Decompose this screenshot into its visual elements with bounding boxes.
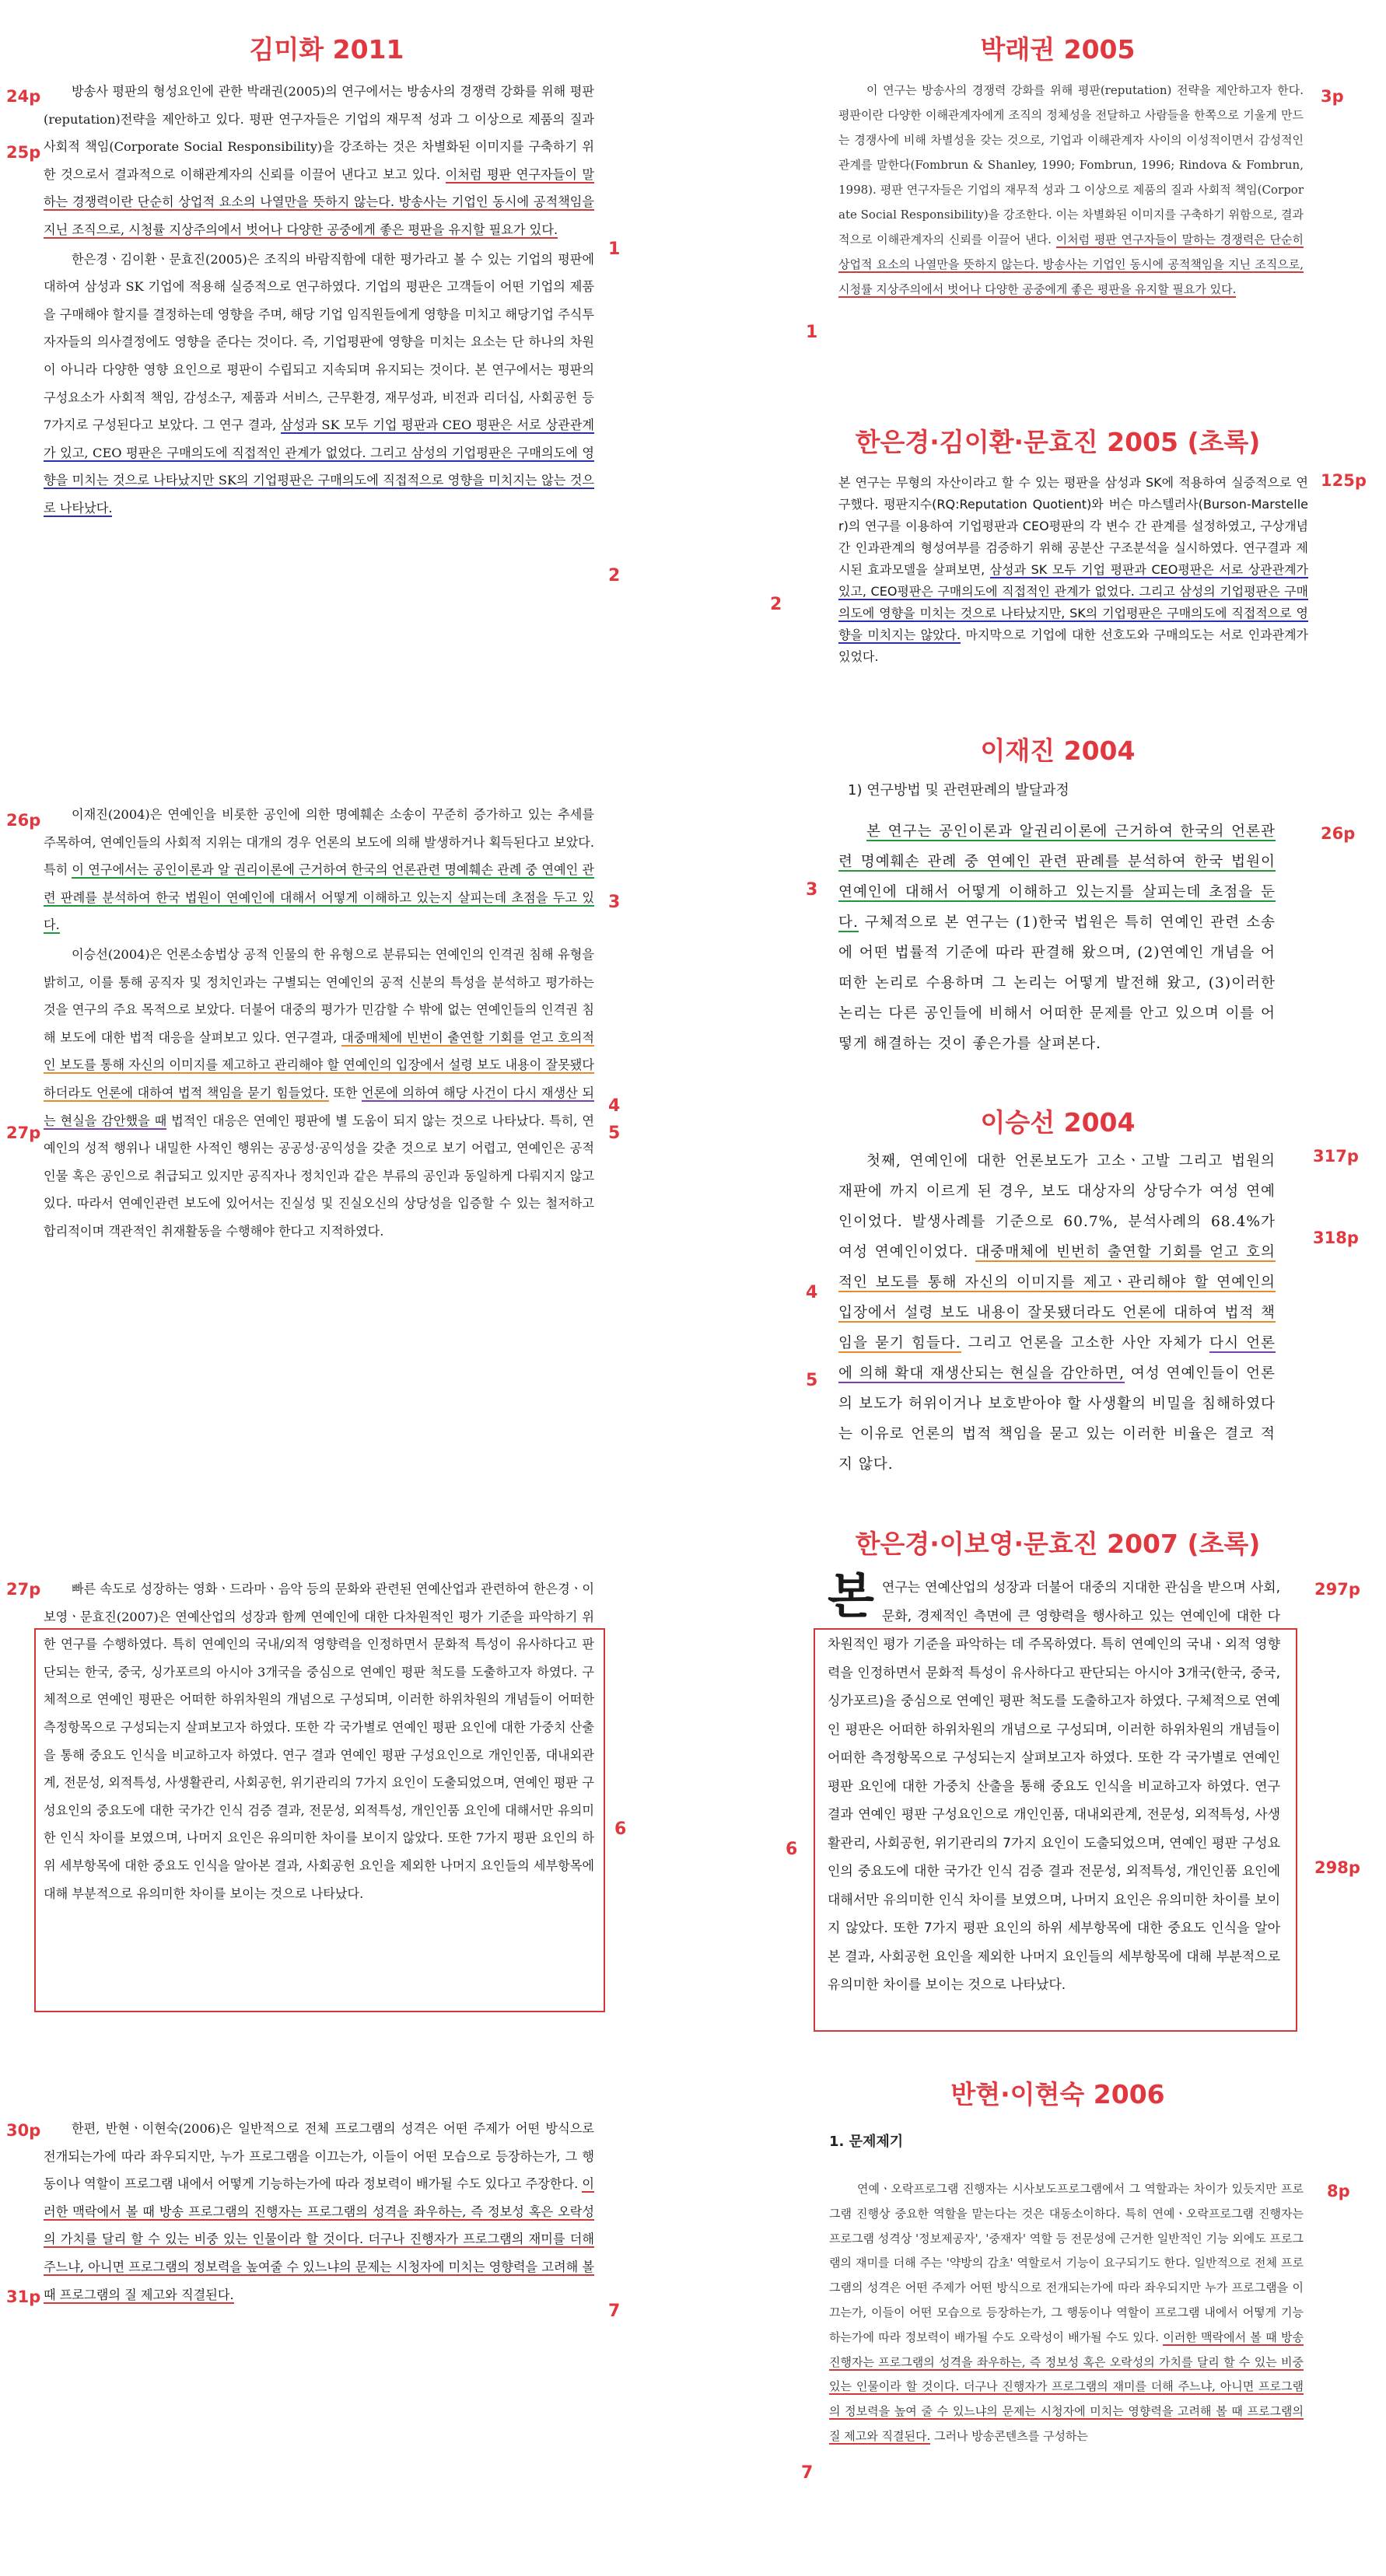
page-ref: 26p [6, 811, 41, 830]
page-ref: 318p [1313, 1229, 1359, 1247]
section-heading: 1) 연구방법 및 관련판례의 발달과정 [848, 782, 1069, 799]
page-ref: 30p [6, 2121, 41, 2140]
page-ref: 31p [6, 2288, 41, 2306]
abstract-han-kim-moon-2005 [838, 472, 1308, 668]
section-heading: 1. 문제제기 [829, 2134, 904, 2150]
underlined-passage: 본 연구는 공인이론과 알권리이론에 근거하여 한국의 언론관련 명예훼손 관례 중 연예인 관련 판례를 분석하여 한국 법원이 연예인에 대해서 어떻게 이해하고 있는지를 살피는데 초점을 둔다. [838, 823, 1276, 931]
page-ref: 27p [6, 1124, 41, 1142]
underlined-passage: 이러한 맥락에서 볼 때 방송진행자는 프로그램의 성격을 좌우하는, 즉 정보성 혹은 오락성의 가치를 달리 할 수 있는 비중 있는 인물이라 할 것이다. 더구나 진행자가 프로그램의 재미를 더해 주느냐, 아니면 프로그램의 정보력을 높여 줄 수 있느냐의 문제는 시청자에 미치는 영향력을 고려해 볼 때 프로그램의 질 제고와 직결된다. [829, 2330, 1304, 2443]
right-text-ban-lee-2006 [829, 2177, 1304, 2449]
match-number: 2 [608, 566, 621, 585]
underlined-passage: 이러한 맥락에서 볼 때 방송 프로그램의 진행자는 프로그램의 성격을 좌우하는, 즉 정보성 혹은 오락성의 가치를 달리 할 수 있는 비중 있는 인물이라 할 것이다. 더구나 진행자가 프로그램의 재미를 더해 주느냐, 아니면 프로그램의 정보력을 높여줄 수 있느냐의 문제는 시청자에 미치는 영향력을 고려해 볼 때 프로그램의 질 제고와 직결된다. [44, 2176, 595, 2302]
underlined-passage: 삼성과 SK 모두 기업 평판과 CEO평판은 서로 상관관계가 있고, CEO평판은 구매의도에 직접적인 관계가 없었다. 그리고 삼성의 기업평판은 구매의도에 영향을 미치는 것으로 나타났지만, SK의 기업평판은 구매의도에 직접적으로 영향을 미치지는 않았다. [838, 562, 1308, 642]
title-ban-lee-2006: 반현·이현숙 2006 [950, 2079, 1165, 2109]
page-ref: 24p [6, 87, 41, 106]
paragraph: 방송사 평판의 형성요인에 관한 박래권(2005)의 연구에서는 방송사의 경쟁력 강화를 위해 평판(reputation)전략을 제안하고 있다. 평판 연구자들은 기업의 재무적 성과 그 이상으로 제품의 질과 사회적 책임(Corporate Social Responsibility)을 강조하는 것은 차별화된 이미지를 구축하기 위한 것으로서 결과적으로 이해관계자의 신뢰를 이끌어 낸다고 보고 있다. 이처럼 평판 연구자들이 말하는 경쟁력이란 단순히 상업적 요소의 나열만을 뜻하지 않는다. 방송사는 기업인 동시에 공적책임을 지닌 조직으로, 시청률 지상주의에서 벗어나 다양한 공중에게 좋은 평판을 유지할 필요가 있다. [44, 84, 594, 237]
match-number: 1 [806, 323, 818, 342]
underlined-passage: 다시 언론에 의해 확대 재생산되는 현실을 감안하면, [838, 1335, 1276, 1382]
right-text-lee-seungsun-2004 [838, 1146, 1276, 1480]
right-text-lee-jaejin-2004 [838, 816, 1276, 1059]
page-ref: 27p [6, 1580, 41, 1599]
left-text-kim-2011 [44, 78, 594, 523]
match-number: 4 [608, 1096, 621, 1116]
drop-cap: 본 [828, 1568, 874, 1624]
right-text-park-2005 [838, 78, 1304, 302]
match-number: 6 [614, 1819, 627, 1839]
title-han-lee-moon-2007: 한은경·이보영·문효진 2007 (초록) [855, 1529, 1261, 1559]
page-ref: 297p [1314, 1580, 1360, 1599]
paragraph: 이재진(2004)은 연예인을 비롯한 공인에 의한 명예훼손 소송이 꾸준히 증가하고 있는 추세를 주목하여, 연예인들의 사회적 지위는 대개의 경우 언론의 보도에 의해 발생하거나 획득된다고 보았다. 특히 이 연구에서는 공인이론과 알 권리이론에 근거하여 한국의 언론관련 명예훼손 관례 중 연예인 관련 판례를 분석하여 한국 법원이 연예인에 대해서 어떻게 이해하고 있는지 살피는데 초점을 두고 있다. [44, 807, 595, 933]
match-number: 4 [806, 1283, 818, 1302]
match-number: 5 [806, 1371, 818, 1390]
match-number: 3 [806, 880, 818, 900]
underlined-passage: 이 연구에서는 공인이론과 알 권리이론에 근거하여 한국의 언론관련 명예훼손 관례 중 연예인 관련 판례를 분석하여 한국 법원이 연예인에 대해서 어떻게 이해하고 있는지 살피는데 초점을 두고 있다. [44, 862, 595, 933]
left-text-section-6 [44, 1575, 594, 1907]
paragraph: 본 연구는 무형의 자산이라고 할 수 있는 평판을 삼성과 SK에 적용하여 실증적으로 연구했다. 평판지수(RQ:Reputation Quotient)와 버슨 마스텔러사(Burson-Marsteller)의 연구를 이용하여 기업평판과 CEO평판의 각 변수 간 관계를 설정하였고, 구상개념 간 인과관계의 형성여부를 검증하기 위해 공분산 구조분석을 실시하였다. 연구결과 제시된 효과모델을 살펴보면, 삼성과 SK 모두 기업 평판과 CEO평판은 서로 상관관계가 있고, CEO평판은 구매의도에 직접적인 관계가 없었다. 그리고 삼성의 기업평판은 구매의도에 영향을 미치는 것으로 나타났지만, SK의 기업평판은 구매의도에 직접적으로 영향을 미치지는 않았다. 마지막으로 기업에 대한 선호도와 구매의도는 서로 인과관계가 있었다. [838, 475, 1308, 664]
paragraph: 빠른 속도로 성장하는 영화ㆍ드라마ㆍ음악 등의 문화와 관련된 연예산업과 관련하여 한은경ㆍ이보영ㆍ문효진(2007)은 연예산업의 성장과 함께 연예인에 대한 다차원적인 평가 기준을 파악하기 위한 연구를 수행하였다. 특히 연예인의 국내/외적 영향력을 인정하면서 문화적 특성이 유사하다고 판단되는 한국, 중국, 싱가포르의 아시아 3개국을 중심으로 연예인 평판 척도를 도출하고자 하였다. 구체적으로 연예인 평판은 어떠한 하위차원의 개념으로 구성되며, 이러한 하위차원의 개념들이 어떠한 측정항목으로 구성되는지 살펴보고자 하였다. 또한 각 국가별로 연예인 평판 요인에 대한 가중치 산출을 통해 중요도 인식을 비교하고자 하였다. 연구 결과 연예인 평판 구성요인으로 개인인품, 대내외관계, 전문성, 외적특성, 사생활관리, 사회공헌, 위기관리의 7가지 요인이 도출되었으며, 연예인 평판 구성요인의 중요도에 대한 국가간 인식 검증 결과, 전문성, 외적특성, 개인인품 요인에 대해서만 유의미한 인식 차이를 보였으며, 나머지 요인은 유의미한 차이를 보이지 않았다. 또한 7가지 평판 요인의 하위 세부항목에 대한 중요도 인식을 알아본 결과, 사회공헌 요인을 제외한 나머지 요인들의 세부항목에 대해 부분적으로 유의미한 차이를 보이는 것으로 나타났다. [44, 1582, 595, 1901]
underlined-passage: 삼성과 SK 모두 기업 평판과 CEO 평판은 서로 상관관계가 있고, CEO 평판은 구매의도에 직접적인 관계가 없었다. 그리고 삼성의 기업평판은 구매의도에 영향을 미치는 것으로 나타났지만 SK의 기업평판은 구매의도에 직접적으로 영향을 미치지는 않는 것으로 나타났다. [44, 418, 595, 516]
paragraph: 한편, 반현ㆍ이현숙(2006)은 일반적으로 전체 프로그램의 성격은 어떤 주제가 어떤 방식으로 전개되는가에 따라 좌우되지만, 누가 프로그램을 이끄는가, 이들이 어떤 모습으로 등장하는가, 그 행동이나 역할이 프로그램 내에서 어떻게 기능하는가에 따라 정보력이 배가될 수도 있다고 주장한다. 이러한 맥락에서 볼 때 방송 프로그램의 진행자는 프로그램의 성격을 좌우하는, 즉 정보성 혹은 오락성의 가치를 달리 할 수 있는 비중 있는 인물이라 할 것이다. 더구나 진행자가 프로그램의 재미를 더해 주느냐, 아니면 프로그램의 정보력을 높여줄 수 있느냐의 문제는 시청자에 미치는 영향력을 고려해 볼 때 프로그램의 질 제고와 직결된다. [44, 2121, 595, 2302]
underlined-passage: 이처럼 평판 연구자들이 말하는 경쟁력이란 단순히 상업적 요소의 나열만을 뜻하지 않는다. 방송사는 기업인 동시에 공적책임을 지닌 조직으로, 시청률 지상주의에서 벗어나 다양한 공중에게 좋은 평판을 유지할 필요가 있다. [44, 166, 594, 237]
paragraph: 본연구는 연예산업의 성장과 더불어 대중의 지대한 관심을 받으며 사회, 문화, 경제적인 측면에 큰 영향력을 행사하고 있는 연예인에 대한 다차원적인 평가 기준을 파악하는 데 주목하였다. 특히 연예인의 국내ㆍ외적 영향력을 인정하면서 문화적 특성이 유사하다고 판단되는 아시아 3개국(한국, 중국, 싱가포르)을 중심으로 연예인 평판 척도를 도출하고자 하였다. 구체적으로 연예인 평판은 어떠한 하위차원의 개념으로 구성되며, 이러한 하위차원의 개념들이 어떠한 측정항목으로 구성되는지 살펴보고자 하였다. 또한 각 국가별로 연예인 평판 요인에 대한 가중치 산출을 통해 중요도 인식을 비교하고자 하였다. 연구 결과 연예인 평판 구성요인으로 개인인품, 대내외관계, 전문성, 외적특성, 사생활관리, 사회공헌, 위기관리의 7가지 요인이 도출되었으며, 연예인 평판 구성요인의 중요도에 대한 국가간 인식 검증 결과 전문성, 외적특성, 개인인품 요인에 대해서만 유의미한 인식 차이를 보였으며, 나머지 요인은 유의미한 차이를 보이지 않았다. 또한 7가지 평판 요인의 하위 세부항목에 대한 중요도 인식을 알아본 결과, 사회공헌 요인을 제외한 나머지 요인들의 세부항목에 대해 부분적으로 유의미한 차이를 보이는 것으로 나타났다. [828, 1568, 1280, 1993]
match-number: 7 [801, 2463, 814, 2483]
paragraph: 본 연구는 공인이론과 알권리이론에 근거하여 한국의 언론관련 명예훼손 관례 중 연예인 관련 판례를 분석하여 한국 법원이 연예인에 대해서 어떻게 이해하고 있는지를 살피는데 초점을 둔다. 구체적으로 본 연구는 (1)한국 법원은 특히 연예인 관련 소송에 어떤 법률적 기준에 따라 판결해 왔으며, (2)연예인 개념을 어떠한 논리로 수용하며 그 논리는 어떻게 발전해 왔고, (3)이러한 논리는 다른 공인들에 비해서 어떠한 문제를 안고 있으며 이를 어떻게 해결하는 것이 좋은가를 살펴본다. [838, 823, 1276, 1052]
match-number: 7 [608, 2302, 621, 2321]
paragraph: 연예ㆍ오락프로그램 진행자는 시사보도프로그램에서 그 역할과는 차이가 있듯지만 프로그램 진행상 중요한 역할을 맡는다는 것은 대동소이하다. 특히 연예ㆍ오락프로그램 진행자는 프로그램 성격상 '정보제공자', '중재자' 역할 등 전문성에 근거한 일반적인 기능 외에도 프로그램의 재미를 더해 주는 '약방의 감초' 역할로서 기능이 요구되기도 한다. 일반적으로 전체 프로그램의 성격은 어떤 주제가 어떤 방식으로 전개되는가에 따라 좌우되지만 누가 프로그램을 이끄는가, 이들이 어떤 모습으로 등장하는가, 그 행동이나 역할이 프로그램 내에서 어떻게 기능하는가에 따라 정보력이 배가될 수도 오락성이 배가될 수도 있다. 이러한 맥락에서 볼 때 방송진행자는 프로그램의 성격을 좌우하는, 즉 정보성 혹은 오락성의 가치를 달리 할 수 있는 비중 있는 인물이라 할 것이다. 더구나 진행자가 프로그램의 재미를 더해 주느냐, 아니면 프로그램의 정보력을 높여 줄 수 있느냐의 문제는 시청자에 미치는 영향력을 고려해 볼 때 프로그램의 질 제고와 직결된다. 그러나 방송콘텐츠를 구성하는 [829, 2182, 1304, 2443]
page-ref: 8p [1327, 2182, 1350, 2200]
underlined-passage: 대중매체에 빈번이 출연할 기회를 얻고 호의적인 보도를 통해 자신의 이미지를 제고하고 관리해야 할 연예인의 입장에서 설령 보도 내용이 잘못됐다 하더라도 언론에 대하여 법적 책임을 묻기 힘들었다. [44, 1029, 595, 1100]
left-text-section-7 [44, 2115, 594, 2309]
left-title-kim-2011: 김미화 2011 [249, 34, 404, 65]
paragraph: 한은경ㆍ김이환ㆍ문효진(2005)은 조직의 바람직함에 대한 평가라고 볼 수 있는 기업의 평판에 대하여 삼성과 SK 기업에 적용해 실증적으로 연구하였다. 기업의 평판은 고객들이 어떤 기업의 제품을 구매해야 할지를 결정하는데 영향을 주며, 해당 기업 임직원들에게 영향을 미치고 해당기업 주식투자자들의 의사결정에도 영향을 준다는 것이다. 즉, 기업평판에 영향을 미치는 요소는 단 하나의 차원이 아니라 다양한 영향 요인으로 평판이 수립되고 지속되며 유지되는 것이다. 본 연구에서는 평판의 구성요소가 사회적 책임, 감성소구, 제품과 서비스, 근무환경, 재무성과, 비전과 리더십, 사회공헌 등 7가지로 구성된다고 보았다. 그 연구 결과, 삼성과 SK 모두 기업 평판과 CEO 평판은 서로 상관관계가 있고, CEO 평판은 구매의도에 직접적인 관계가 없었다. 그리고 삼성의 기업평판은 구매의도에 영향을 미치는 것으로 나타났지만 SK의 기업평판은 구매의도에 직접적으로 영향을 미치지는 않는 것으로 나타났다. [44, 251, 595, 516]
match-number: 6 [786, 1840, 798, 1859]
match-number: 2 [770, 595, 782, 614]
left-text-section-3 [44, 801, 594, 1246]
page-ref: 3p [1321, 87, 1344, 106]
paragraph: 이 연구는 방송사의 경쟁력 강화를 위해 평판(reputation) 전략을 제안하고자 한다. 평판이란 다양한 이해관계자에게 조직의 정체성을 전달하고 사람들을 한쪽으로 기울게 만드는 경쟁사에 비해 차별성을 갖는 것으로, 기업과 이해관계자 사이의 이성적이면서 감성적인 관계를 말한다(Fombrun & Shanley, 1990; Fombrun, 1996; Rindova & Fombrun, 1998). 평판 연구자들은 기업의 재무적 성과 그 이상으로 제품의 질과 사회적 책임(Corporate Social Responsibility)을 강조한다. 이는 차별화된 이미지를 구축하기 위함으로, 결과적으로 이해관계자의 신뢰를 이끌어 낸다. 이처럼 평판 연구자들이 말하는 경쟁력은 단순히 상업적 요소의 나열만을 뜻하지 않는다. 방송사는 기업인 동시에 공적책임을 지닌 조직으로, 시청률 지상주의에서 벗어나 다양한 공중에게 좋은 평판을 유지할 필요가 있다. [838, 83, 1304, 296]
boxed-passage: 특히 연예인의 국내ㆍ외적 영향력을 인정하면서 문화적 특성이 유사하다고 판단되는 아시아 3개국(한국, 중국, 싱가포르)을 중심으로 연예인 평판 척도를 도출하고자 하였다. 구체적으로 연예인 평판은 어떠한 하위차원의 개념으로 구성되며, 이러한 하위차원의 개념들이 어떠한 측정항목으로 구성되는지 살펴보고자 하였다. 또한 각 국가별로 연예인 평판 요인에 대한 가중치 산출을 통해 중요도 인식을 비교하고자 하였다. 연구 결과 연예인 평판 구성요인으로 개인인품, 대내외관계, 전문성, 외적특성, 사생활관리, 사회공헌, 위기관리의 7가지 요인이 도출되었으며, 연예인 평판 구성요인의 중요도에 대한 국가간 인식 검증 결과 전문성, 외적특성, 개인인품 요인에 대해서만 유의미한 인식 차이를 보였으며, 나머지 요인은 유의미한 차이를 보이지 않았다. 또한 7가지 평판 요인의 하위 세부항목에 대한 중요도 인식을 알아본 결과, 사회공헌 요인을 제외한 나머지 요인들의 세부항목에 대해 부분적으로 유의미한 차이를 보이는 것으로 나타났다. [828, 1637, 1280, 1993]
page-ref: 25p [6, 143, 41, 162]
underlined-passage: 대중매체에 빈번히 출연할 기회를 얻고 호의적인 보도를 통해 자신의 이미지를 제고ㆍ관리해야 할 연예인의 입장에서 설령 보도 내용이 잘못됐더라도 언론에 대하여 법적 책임을 묻기 힘들다. [838, 1244, 1276, 1351]
page-ref: 125p [1321, 471, 1367, 490]
title-han-kim-moon-2005: 한은경·김이환·문효진 2005 (초록) [855, 427, 1261, 457]
underlined-passage: 이처럼 평판 연구자들이 말하는 경쟁력은 단순히 상업적 요소의 나열만을 뜻하지 않는다. 방송사는 기업인 동시에 공적책임을 지닌 조직으로, 시청률 지상주의에서 벗어나 다양한 공중에게 좋은 평판을 유지할 필요가 있다. [838, 232, 1304, 296]
underlined-passage: 언론에 의하여 해당 사건이 다시 재생산 되는 현실을 감안했을 때 [44, 1085, 594, 1128]
page-ref: 317p [1313, 1147, 1359, 1166]
abstract-han-lee-moon-2007 [828, 1568, 1280, 2000]
paragraph: 이승선(2004)은 언론소송법상 공적 인물의 한 유형으로 분류되는 연예인의 인격권 침해 유형을 밝히고, 이를 통해 공직자 및 정치인과는 구별되는 연예인의 공적 신분의 특성을 분석하고 평가하는 것을 연구의 주요 목적으로 보았다. 더불어 대중의 평가가 민감할 수 밖에 없는 연예인들의 인격권 침해 보도에 대한 법적 대응을 살펴보고 있다. 연구결과, 대중매체에 빈번이 출연할 기회를 얻고 호의적인 보도를 통해 자신의 이미지를 제고하고 관리해야 할 연예인의 입장에서 설령 보도 내용이 잘못됐다 하더라도 언론에 대하여 법적 책임을 묻기 힘들었다. 또한 언론에 의하여 해당 사건이 다시 재생산 되는 현실을 감안했을 때 법적인 대응은 연예인 평판에 별 도움이 되지 않는 것으로 나타났다. 특히, 연예인의 성적 행위나 내밀한 사적인 행위는 공공성·공익성을 갖춘 것으로 보기 어렵고, 연예인은 공적인물 혹은 공인으로 취급되고 있지만 공직자나 정치인과 같은 부류의 공인과 동일하게 다뤄지지 않고 있다. 따라서 연예인관련 보도에 있어서는 진실성 및 진실오신의 상당성을 입증할 수 있는 철저하고 합리적이며 객관적인 취재활동을 수행해야 한다고 지적하였다. [44, 946, 595, 1239]
page-ref: 298p [1314, 1858, 1360, 1877]
right-title-park-2005: 박래권 2005 [980, 34, 1136, 65]
match-number: 5 [608, 1124, 621, 1143]
page-ref: 26p [1321, 824, 1356, 843]
match-number: 3 [608, 893, 621, 912]
title-lee-seungsun-2004: 이승선 2004 [980, 1107, 1136, 1138]
boxed-passage: 특히 연예인의 국내/외적 영향력을 인정하면서 문화적 특성이 유사하다고 판단되는 한국, 중국, 싱가포르의 아시아 3개국을 중심으로 연예인 평판 척도를 도출하고자 하였다. 구체적으로 연예인 평판은 어떠한 하위차원의 개념으로 구성되며, 이러한 하위차원의 개념들이 어떠한 측정항목으로 구성되는지 살펴보고자 하였다. 또한 각 국가별로 연예인 평판 요인에 대한 가중치 산출을 통해 중요도 인식을 비교하고자 하였다. 연구 결과 연예인 평판 구성요인으로 개인인품, 대내외관계, 전문성, 외적특성, 사생활관리, 사회공헌, 위기관리의 7가지 요인이 도출되었으며, 연예인 평판 구성요인의 중요도에 대한 국가간 인식 검증 결과, 전문성, 외적특성, 개인인품 요인에 대해서만 유의미한 인식 차이를 보였으며, 나머지 요인은 유의미한 차이를 보이지 않았다. 또한 7가지 평판 요인의 하위 세부항목에 대한 중요도 인식을 알아본 결과, 사회공헌 요인을 제외한 나머지 요인들의 세부항목에 대해 부분적으로 유의미한 차이를 보이는 것으로 나타났다. [44, 1637, 595, 1901]
match-number: 1 [608, 239, 621, 259]
paragraph: 첫째, 연예인에 대한 언론보도가 고소ㆍ고발 그리고 법원의 재판에 까지 이르게 된 경우, 보도 대상자의 상당수가 여성 연예인이었다. 발생사례를 기준으로 60.7%, 분석사례의 68.4%가 여성 연예인이었다. 대중매체에 빈번히 출연할 기회를 얻고 호의적인 보도를 통해 자신의 이미지를 제고ㆍ관리해야 할 연예인의 입장에서 설령 보도 내용이 잘못됐더라도 언론에 대하여 법적 책임을 묻기 힘들다. 그리고 언론을 고소한 사안 자체가 다시 언론에 의해 확대 재생산되는 현실을 감안하면, 여성 연예인들이 언론의 보도가 허위이거나 보호받아야 할 사생활의 비밀을 침해하였다는 이유로 언론의 법적 책임을 묻고 있는 이러한 비율은 결코 적지 않다. [838, 1153, 1276, 1473]
title-lee-jaejin-2004: 이재진 2004 [980, 736, 1136, 766]
